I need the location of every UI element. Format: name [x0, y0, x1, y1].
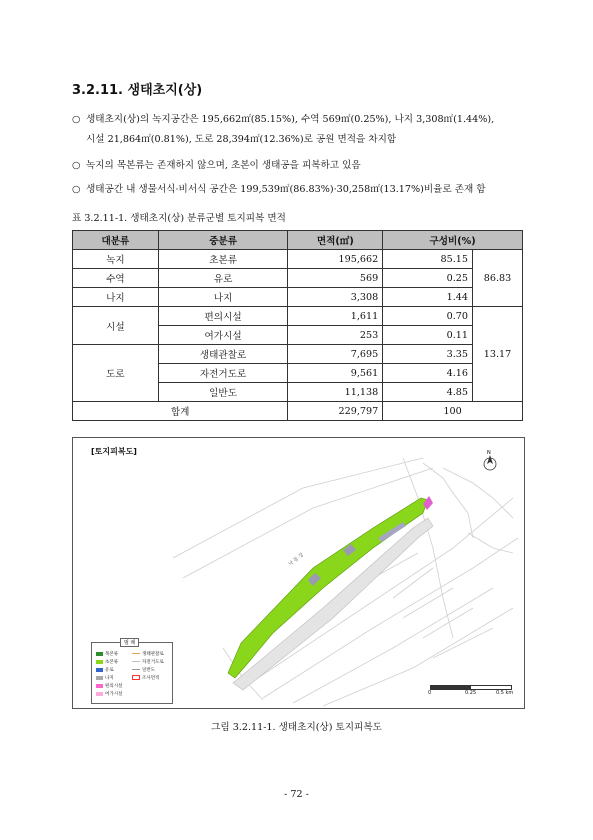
- table-caption: 표 3.2.11-1. 생태초지(상) 분류군별 토지피복 면적: [72, 213, 286, 224]
- cell-minor: 초본류: [158, 250, 288, 269]
- swatch-icon: [96, 676, 103, 680]
- cell-area: 195,662: [288, 250, 383, 269]
- cell-major: 녹지: [73, 250, 159, 269]
- scale-tick-2: 0.5 km: [496, 690, 514, 696]
- swatch-icon: [96, 668, 103, 672]
- legend-item: 초본류: [96, 659, 118, 665]
- map-legend: [91, 642, 173, 704]
- swatch-icon: [96, 692, 103, 696]
- swatch-icon: [96, 684, 103, 688]
- header-major: 대분류: [73, 231, 159, 250]
- cell-minor: 생태관찰로: [158, 345, 288, 364]
- cell-ratio: 0.25: [383, 269, 473, 288]
- river-label-group: [287, 551, 305, 567]
- bullet-2: [72, 156, 542, 176]
- header-ratio: 구성비(%): [383, 231, 523, 250]
- legend-item: 유로: [96, 667, 114, 673]
- cell-group-total: 13.17: [473, 307, 523, 402]
- cell-major: 수역: [73, 269, 159, 288]
- cell-ratio: 85.15: [383, 250, 473, 269]
- cell-area: 7,695: [288, 345, 383, 364]
- land-cover-map: [72, 437, 525, 709]
- total-label: 합계: [73, 402, 288, 421]
- section-title: 3.2.11. 생태초지(상): [72, 83, 203, 98]
- table-header-row: [73, 231, 523, 250]
- line-icon: [132, 661, 140, 662]
- cell-group-total: 86.83: [473, 250, 523, 307]
- table-row: [73, 288, 523, 307]
- bullet-mark: ○: [72, 160, 81, 171]
- cell-area: 569: [288, 269, 383, 288]
- cell-minor: 편의시설: [158, 307, 288, 326]
- cell-ratio: 3.35: [383, 345, 473, 364]
- cell-area: 3,308: [288, 288, 383, 307]
- scale-tick-1: 0.25: [465, 690, 477, 696]
- road-band: [233, 518, 433, 690]
- map-title: [토지피복도]: [91, 447, 137, 456]
- bullet-mark: ○: [72, 114, 81, 125]
- table-row: [73, 345, 523, 364]
- cell-major: 시설: [73, 307, 159, 345]
- legend-item: 편의시설: [96, 683, 122, 689]
- table-row: [73, 269, 523, 288]
- scale-tick-0: 0: [428, 690, 432, 696]
- bullet-1: [72, 110, 542, 150]
- bullet-text: 녹지의 목본류는 존재하지 않으며, 초본이 생태공을 피복하고 있음: [86, 160, 361, 171]
- cell-ratio: 0.70: [383, 307, 473, 326]
- bullet-mark: ○: [72, 184, 81, 195]
- cell-minor: 나지: [158, 288, 288, 307]
- cell-minor: 여가시설: [158, 326, 288, 345]
- table-row: [73, 307, 523, 326]
- legend-title: 범 례: [120, 638, 139, 647]
- cell-area: 1,611: [288, 307, 383, 326]
- legend-item: 여가시설: [96, 691, 122, 697]
- cell-area: 9,561: [288, 364, 383, 383]
- cell-ratio: 1.44: [383, 288, 473, 307]
- line-icon: [132, 653, 140, 654]
- figure-caption: 그림 3.2.11-1. 생태초지(상) 토지피복도: [211, 722, 382, 733]
- cell-minor: 유로: [158, 269, 288, 288]
- cell-area: 253: [288, 326, 383, 345]
- legend-item: 일반도: [132, 667, 155, 673]
- total-ratio: 100: [383, 402, 523, 421]
- bullet-3: [72, 180, 542, 200]
- legend-item: 목본류: [96, 651, 118, 657]
- grass-area: [228, 498, 428, 678]
- box-icon: [132, 675, 140, 680]
- legend-item: 자전거도로: [132, 659, 164, 665]
- bullet-text: 시설 21,864㎡(0.81%), 도로 28,394㎡(12.36%)로 공원 면적을 차지함: [86, 134, 397, 145]
- cell-ratio: 0.11: [383, 326, 473, 345]
- north-arrow: [484, 450, 496, 470]
- table-row: [73, 250, 523, 269]
- header-area: 면적(㎡): [288, 231, 383, 250]
- legend-item: 조사면적: [132, 675, 159, 681]
- cell-minor: 일반도: [158, 383, 288, 402]
- table-total-row: [73, 402, 523, 421]
- land-cover-table: [72, 230, 523, 421]
- header-minor: 중분류: [158, 231, 288, 250]
- scale-bar: [428, 685, 514, 699]
- swatch-icon: [96, 660, 103, 664]
- background-lines: [173, 458, 518, 706]
- total-area: 229,797: [288, 402, 383, 421]
- cell-major: 도로: [73, 345, 159, 402]
- north-label: N: [487, 450, 491, 456]
- cell-area: 11,138: [288, 383, 383, 402]
- swatch-icon: [96, 652, 103, 656]
- legend-item: 생태관찰로: [132, 651, 164, 657]
- cell-minor: 자전거도로: [158, 364, 288, 383]
- legend-item: 나지: [96, 675, 114, 681]
- cell-ratio: 4.16: [383, 364, 473, 383]
- bullet-text: 생태공간 내 생물서식·비서식 공간은 199,539㎡(86.83%)·30,258㎡(13.17%)비율로 존재 함: [86, 184, 486, 195]
- line-icon: [132, 669, 140, 670]
- river-label: 낙 동 강: [287, 551, 306, 568]
- cell-ratio: 4.85: [383, 383, 473, 402]
- page-number: - 72 -: [284, 789, 309, 800]
- cell-major: 나지: [73, 288, 159, 307]
- bullet-text: 생태초지(상)의 녹지공간은 195,662㎡(85.15%), 수역 569㎡(0.25%), 나지 3,308㎡(1.44%),: [86, 114, 495, 125]
